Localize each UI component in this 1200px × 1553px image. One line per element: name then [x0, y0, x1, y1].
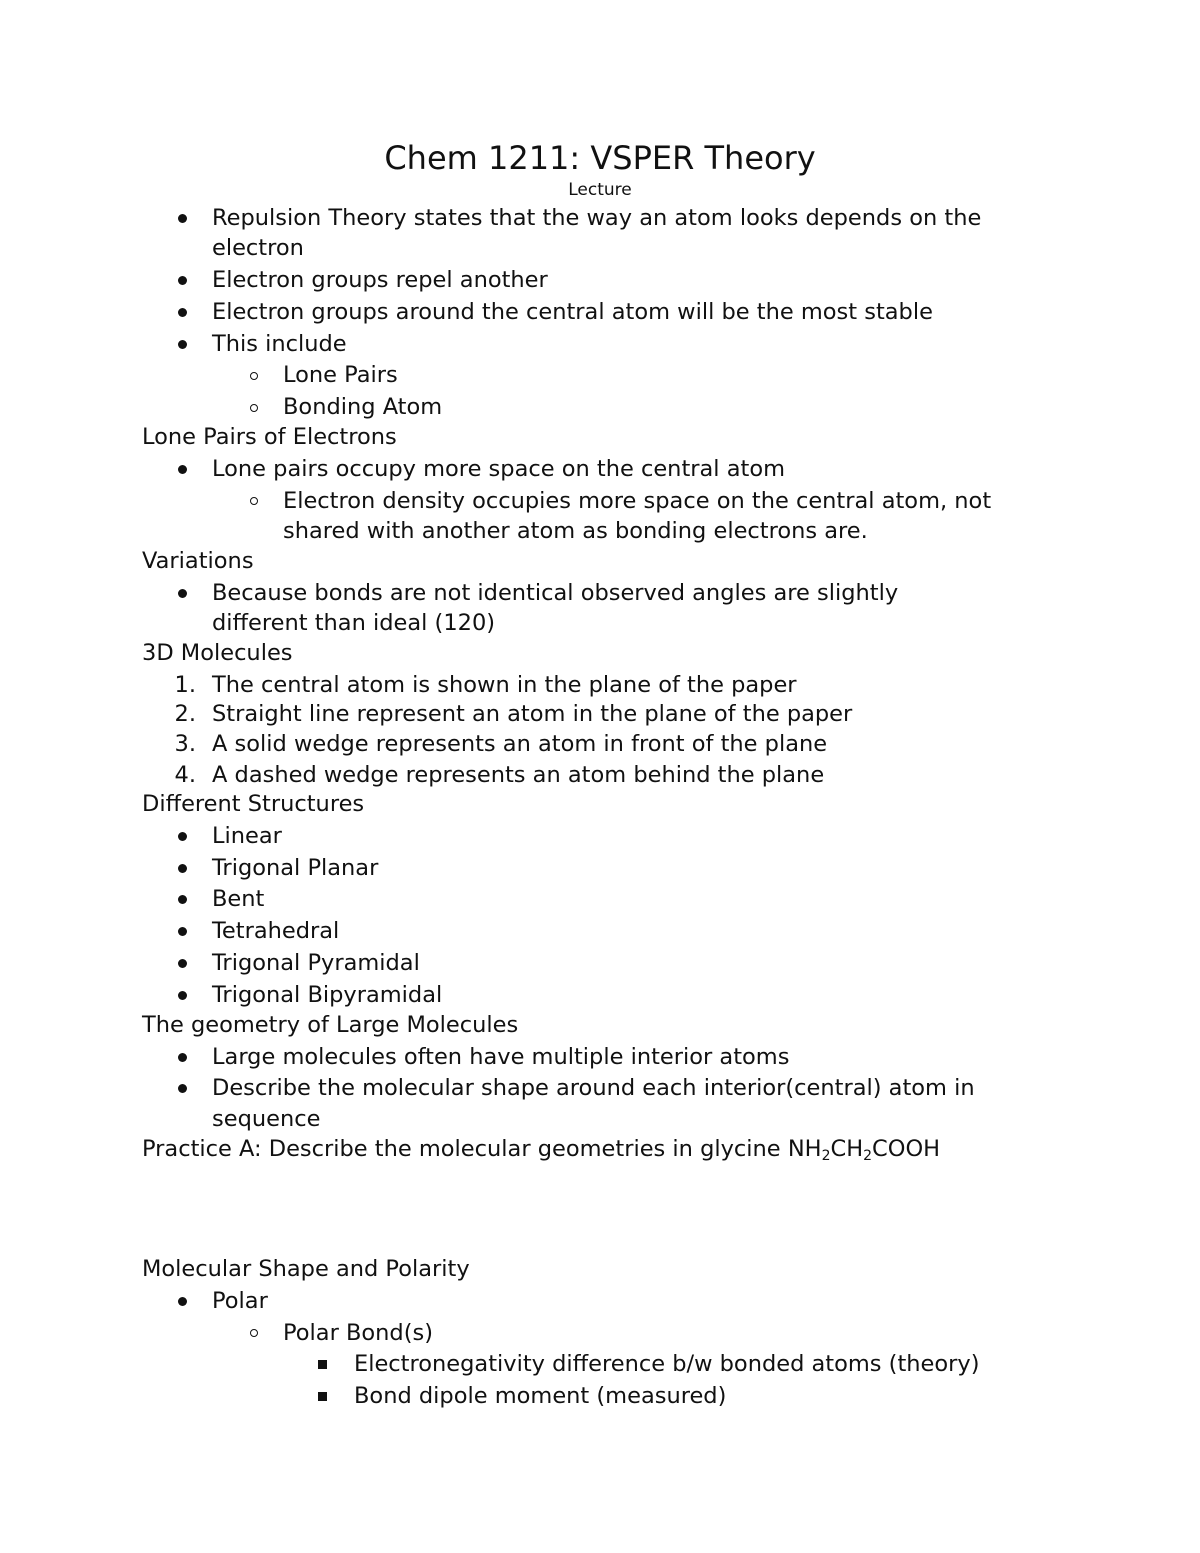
- bullet-dot: [178, 1053, 187, 1062]
- list-number: 3.: [174, 731, 196, 757]
- numbered-item: A solid wedge represents an atom in front of the plane: [212, 731, 828, 757]
- page-title: Chem 1211: VSPER Theory: [384, 139, 816, 177]
- page-subtitle: Lecture: [568, 180, 632, 200]
- sub-bullet-ring: [250, 497, 258, 505]
- bullet-dot: [178, 1084, 187, 1093]
- list-item: This include: [212, 331, 347, 357]
- formula-ch: CH: [830, 1136, 864, 1162]
- list-item: Trigonal Pyramidal: [212, 950, 420, 976]
- numbered-item: A dashed wedge represents an atom behind the plane: [212, 762, 825, 788]
- bullet-dot: [178, 589, 187, 598]
- section-heading-variations: Variations: [142, 548, 254, 574]
- bullet-dot: [178, 214, 187, 223]
- numbered-item: The central atom is shown in the plane of the paper: [212, 672, 797, 698]
- list-item-continuation: sequence: [212, 1106, 321, 1132]
- list-item: Lone pairs occupy more space on the central atom: [212, 456, 786, 482]
- list-item: Bent: [212, 886, 265, 912]
- section-heading-3d-molecules: 3D Molecules: [142, 640, 293, 666]
- bullet-dot: [178, 927, 187, 936]
- formula-nh: NH: [787, 1136, 822, 1162]
- list-item: Describe the molecular shape around each interior(central) atom in: [212, 1075, 975, 1101]
- formula-cooh: COOH: [872, 1136, 941, 1162]
- sub-list-item: Electron density occupies more space on the central atom, not: [283, 488, 992, 514]
- sub-sub-bullet-square: [318, 1392, 327, 1401]
- sub-list-item-continuation: shared with another atom as bonding electrons are.: [283, 518, 868, 544]
- list-item: Large molecules often have multiple interior atoms: [212, 1044, 790, 1070]
- list-item: Because bonds are not identical observed angles are slightly: [212, 580, 899, 606]
- section-heading-large-molecules: The geometry of Large Molecules: [142, 1012, 519, 1038]
- bullet-dot: [178, 991, 187, 1000]
- formula-subscript: 2: [863, 1148, 873, 1164]
- bullet-dot: [178, 959, 187, 968]
- bullet-dot: [178, 340, 187, 349]
- bullet-dot: [178, 465, 187, 474]
- list-number: 4.: [174, 762, 196, 788]
- bullet-dot: [178, 832, 187, 841]
- bullet-dot: [178, 308, 187, 317]
- list-item-continuation: different than ideal (120): [212, 610, 496, 636]
- list-item: Electron groups around the central atom will be the most stable: [212, 299, 933, 325]
- sub-list-item: Polar Bond(s): [283, 1320, 433, 1346]
- list-item: Tetrahedral: [212, 918, 340, 944]
- section-heading-structures: Different Structures: [142, 791, 365, 817]
- sub-list-item: Lone Pairs: [283, 362, 398, 388]
- sub-bullet-ring: [250, 404, 258, 412]
- list-item: Trigonal Bipyramidal: [212, 982, 443, 1008]
- section-heading-lone-pairs: Lone Pairs of Electrons: [142, 424, 397, 450]
- list-item: Trigonal Planar: [212, 855, 379, 881]
- bullet-dot: [178, 276, 187, 285]
- sub-bullet-ring: [250, 372, 258, 380]
- sub-sub-list-item: Bond dipole moment (measured): [354, 1383, 727, 1409]
- bullet-dot: [178, 1297, 187, 1306]
- bullet-dot: [178, 895, 187, 904]
- section-heading-polarity: Molecular Shape and Polarity: [142, 1256, 470, 1282]
- list-item: Linear: [212, 823, 282, 849]
- list-number: 1.: [174, 672, 196, 698]
- sub-sub-bullet-square: [318, 1360, 327, 1369]
- sub-list-item: Bonding Atom: [283, 394, 443, 420]
- formula-subscript: 2: [821, 1148, 831, 1164]
- list-item: Repulsion Theory states that the way an atom looks depends on the: [212, 205, 982, 231]
- bullet-dot: [178, 864, 187, 873]
- list-item: Polar: [212, 1288, 268, 1314]
- list-item: Electron groups repel another: [212, 267, 548, 293]
- sub-bullet-ring: [250, 1329, 258, 1337]
- practice-prompt: [142, 1134, 940, 1164]
- list-number: 2.: [174, 701, 196, 727]
- sub-sub-list-item: Electronegativity difference b/w bonded atoms (theory): [354, 1351, 980, 1377]
- numbered-item: Straight line represent an atom in the plane of the paper: [212, 701, 853, 727]
- practice-text: Practice A: Describe the molecular geometries in glycine: [142, 1136, 788, 1162]
- list-item-continuation: electron: [212, 235, 304, 261]
